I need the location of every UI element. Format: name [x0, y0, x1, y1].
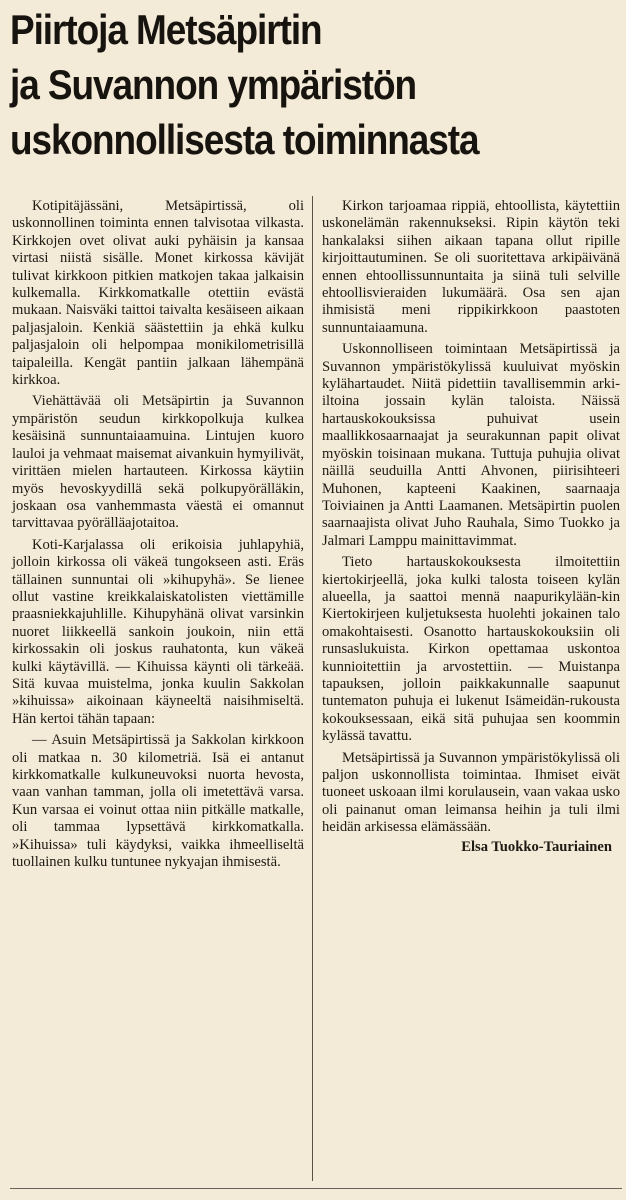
headline-line-2: ja Suvannon ympäristön [10, 61, 416, 108]
left-column [12, 198, 304, 871]
paragraph: Kirkon tarjoamaa rippiä, ehtoollista, käytettiin uskonelämän rakennukseksi. Ripin käytön teki hankalaksi siihen aikaan tapana ollut ripille kirjoittautuminen. Se oli suoritettava arkipäivänä ennen ehtoollissunnuntaita ja siinä tuli selville ehtoollisvieraiden lukumäärä. Osa sen ajan ihmisistä meni rippikirkkoon paastoten sunnuntaiaamuna. [322, 198, 620, 336]
paragraph: Viehättävää oli Metsäpirtin ja Suvannon ympäristön seudun kirkkopolkuja kulkea kesäisinä sunnuntaiaamuina. Lintujen kuoro lauloi ja vehmaat maisemat aivankuin hymyilivät, virittäen mielen hartauteen. Kirkossa käytiin myös hevoskyydillä sekä polkupyörälläkin, joskaan osa vanhemmasta väestä ei omannut tarvittavaa pyörälläajotaitoa. [12, 393, 304, 532]
headline [10, 2, 620, 167]
headline-line-3: uskonnollisesta toiminnasta [10, 116, 479, 163]
bottom-rule [10, 1188, 622, 1189]
paragraph: Tieto hartauskokouksesta ilmoitettiin kiertokirjeellä, joka kulki talosta toiseen kylän alueella, ja saattoi mennä naapurikylään-kin Kiertokirjeen kuljetuksesta huolehti jokainen talo omakohtaisesti. Osanotto hartauskokouksiin oli runsaslukuista. Kirkon opettamaa uskontoa kunnioitettiin ja arvostettiin. — Muistanpa tapauksen, jolloin paikkakunnalle saapunut tuntematon puhuja ei lukenut Isämeidän-rukousta kokouksessaan, eikä sitä puhujaa sen koommin kylässä tavattu. [322, 554, 620, 745]
column-divider [312, 196, 313, 1181]
author-signature: Elsa Tuokko-Tauriainen [461, 838, 612, 855]
paragraph: — Asuin Metsäpirtissä ja Sakkolan kirkkoon oli matkaa n. 30 kilometriä. Isä ei antanut kirkkomatkalle kulkuneuvoksi nuorta hevosta, vaan vanhan tamman, jolla oli imetettävä varsa. Kun varsaa ei voinut ottaa niin pitkälle matkalle, oli tammaa lypsettävä kirkkomatkalla. »Kihuissa» tuli käydyksi, vaikka ihmeelliseltä tuollainen kulku tuntunee nykyajan ihmisestä. [12, 732, 304, 871]
paragraph: Kotipitäjässäni, Metsäpirtissä, oli uskonnollinen toiminta ennen talvisotaa vilkasta. Kirkkojen ovet olivat auki pyhäisin ja kansaa virtasi niistä sisälle. Monet kirkossa kävijät tulivat kirkkoon pitkien matkojen takaa jalkaisin kulkemalla. Kirkkomatkalle otettiin evästä mukaan. Naisväki taittoi taivalta kesäiseen aikaan paljasjaloin. Kenkiä säästettiin ja ehkä kulku paljasjaloin oli helpompaa monikilometrisillä taipaleilla. Kengät pantiin jalkaan lähempänä kirkkoa. [12, 198, 304, 389]
paragraph: Koti-Karjalassa oli erikoisia juhlapyhiä, jolloin kirkossa oli väkeä tungokseen asti. Eräs tällainen sunnuntai oli »kihupyhä». Se lienee ollut vastine kreikkalaiskatolisten viettämille praasniekkajuhlille. Kihupyhänä olivat varsinkin nuoret liikkeellä sankoin joukoin, niin että kirkossakin oli joskus rauhatonta, kun väkeä kulki käytävillä. — Kihuissa käynti oli tärkeää. Sitä kuvaa muistelma, jonka kuulin Sakkolan »kihuissa» aikoinaan käyneeltä naisihmiseltä. Hän kertoi tähän tapaan: [12, 536, 304, 727]
headline-line-1: Piirtoja Metsäpirtin [10, 6, 322, 53]
paragraph: Metsäpirtissä ja Suvannon ympäristökylissä oli paljon uskonnollista toimintaa. Ihmiset eivät tuoneet uskoaan ilmi korulausein, vaan vakaa usko oli painanut oman leimansa heihin ja tuli ilmi heidän arkisessa elämässään. [322, 749, 620, 836]
right-column [322, 198, 620, 856]
paragraph: Uskonnolliseen toimintaan Metsäpirtissä ja Suvannon ympäristökylissä kuuluivat myöskin kylähartaudet. Niitä pidettiin tavallisemmin arki-iltoina jossain kylän taloista. Näissä hartauskokouksissa puhuivat usein maallikkosaarnaajat ja seurakunnan papit olivat myöskin toisinaan mukana. Tuttuja puhujia olivat näillä seuduilla Antti Ahvonen, piirisihteeri Muhonen, kapteeni Kaakinen, saarnaaja Toiviainen ja Antti Laamanen. Metsäpirtin puolen saarnaajista olivat Juho Rauhala, Simo Tuokko ja Jalmari Lamppu mainittavimmat. [322, 341, 620, 549]
